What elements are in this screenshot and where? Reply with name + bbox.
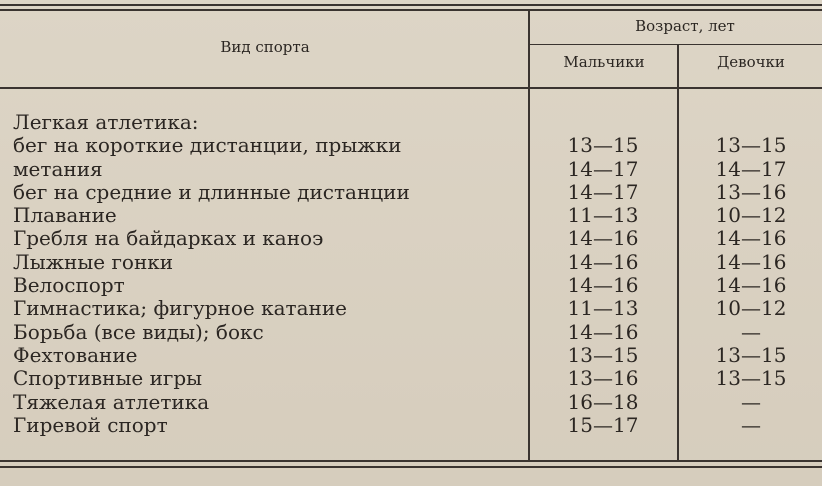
header-bottom-rule [0, 87, 822, 89]
table-row [0, 367, 822, 390]
table-row [0, 158, 822, 181]
girls-age: 14—16 [715, 226, 787, 251]
age-subheader-rule [530, 44, 822, 45]
sport-name: Гимнастика; фигурное катание [13, 296, 348, 321]
sport-name: метания [13, 156, 103, 181]
sport-name: Плавание [13, 203, 117, 228]
boys-column-header: Мальчики [563, 53, 645, 71]
boys-age: 14—16 [567, 226, 639, 251]
sport-name: Тяжелая атлетика [13, 389, 210, 414]
sport-name: Фехтование [13, 342, 138, 367]
boys-age: 14—16 [567, 273, 639, 298]
sport-name: Спортивные игры [13, 366, 203, 391]
boys-age: 13—15 [567, 342, 639, 367]
table-bottom-rule-inner [0, 466, 822, 468]
boys-age: 15—17 [567, 412, 639, 437]
sport-name: Велоспорт [13, 273, 125, 298]
sport-name: бег на средние и длинные дистанции [13, 179, 410, 204]
girls-age: — [741, 319, 761, 344]
table-top-rule-inner [0, 9, 822, 11]
boys-age: 13—16 [567, 366, 639, 391]
girls-age: — [741, 389, 761, 414]
girls-age: 13—16 [715, 179, 787, 204]
boys-age: 11—13 [567, 296, 639, 321]
table-row [0, 274, 822, 297]
table-row [0, 344, 822, 367]
boys-age: 16—18 [567, 389, 639, 414]
girls-column-header: Девочки [717, 53, 785, 71]
table-row [0, 111, 822, 134]
sport-name: Гиревой спорт [13, 412, 168, 437]
table-row [0, 134, 822, 157]
table-row [0, 204, 822, 227]
table-bottom-rule [0, 460, 822, 462]
table-body [0, 111, 822, 437]
age-group-header: Возраст, лет [635, 17, 735, 35]
girls-age: 13—15 [715, 342, 787, 367]
table-row [0, 297, 822, 320]
girls-age: 13—15 [715, 133, 787, 158]
boys-age: 14—16 [567, 249, 639, 274]
girls-age: 10—12 [715, 296, 787, 321]
table-row [0, 414, 822, 437]
boys-age: 11—13 [567, 203, 639, 228]
girls-age: 14—16 [715, 249, 787, 274]
table-row [0, 251, 822, 274]
boys-age: 14—17 [567, 179, 639, 204]
girls-age: 10—12 [715, 203, 787, 228]
table-row [0, 321, 822, 344]
sport-name: Гребля на байдарках и каноэ [13, 226, 324, 251]
girls-age: 13—15 [715, 366, 787, 391]
table-row [0, 227, 822, 250]
sport-column-header: Вид спорта [220, 38, 310, 56]
sport-name: Борьба (все виды); бокс [13, 319, 264, 344]
girls-age: 14—16 [715, 273, 787, 298]
boys-age: 14—16 [567, 319, 639, 344]
sport-name: Легкая атлетика: [13, 110, 199, 134]
boys-age: 14—17 [567, 156, 639, 181]
girls-age: — [741, 412, 761, 437]
table-row [0, 391, 822, 414]
sport-name: бег на короткие дистанции, прыжки [13, 133, 402, 158]
table-top-rule [0, 4, 822, 6]
sport-name: Лыжные гонки [13, 249, 174, 274]
boys-age: 13—15 [567, 133, 639, 158]
table-row [0, 181, 822, 204]
girls-age: 14—17 [715, 156, 787, 181]
